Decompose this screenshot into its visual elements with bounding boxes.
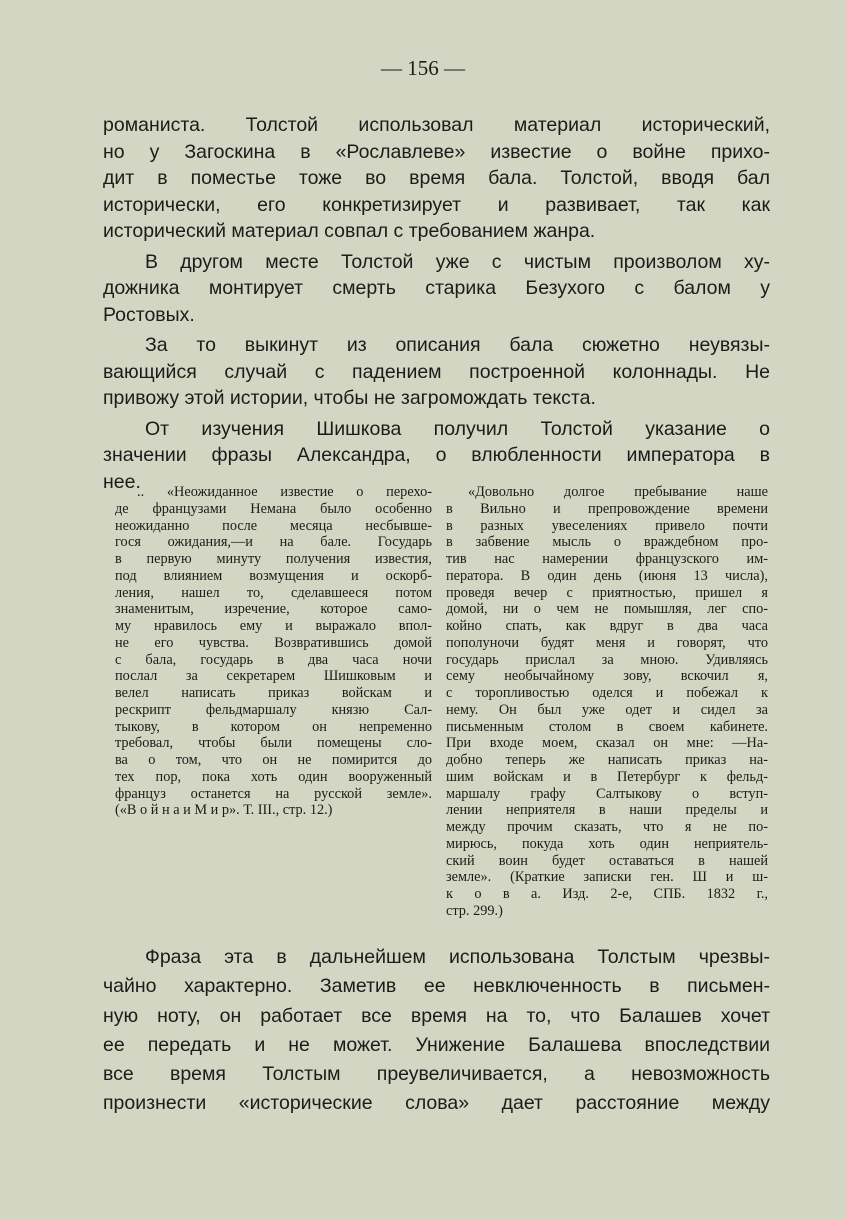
text-line: ления, нашел то, сделавшееся потом — [115, 584, 432, 601]
text-line: За то выкинут из описания бала сюжетно неувязы- — [145, 334, 770, 356]
text-line: к о в а. Изд. 2-е, СПБ. 1832 г., — [446, 886, 768, 902]
text-line: романиста. Толстой использовал материал исторический, — [103, 114, 770, 136]
page-number: — 156 — — [381, 56, 465, 80]
text-line: Ростовых. — [103, 303, 195, 326]
text-line: дожника монтирует смерть старика Безухого с балом у — [103, 277, 770, 299]
text-line: привожу этой истории, чтобы не загромождать текста. — [103, 387, 596, 409]
text-line: ную ноту, он работает все время на то, что Балашев хочет — [103, 1004, 770, 1027]
text-line: все время Толстым преувеличивается, а невозможность — [103, 1063, 770, 1086]
text-line: знаменитым, изречение, которое само- — [115, 601, 432, 618]
text-line: в первую минуту получения известия, — [115, 551, 432, 567]
text-line: При входе моем, сказал он мне: —На- — [446, 735, 768, 752]
text-line: де французами Немана было особенно — [115, 500, 432, 517]
text-line: маршалу графу Салтыкову о вступ- — [446, 785, 768, 802]
text-line: ператора. В один день (июня 13 числа), — [446, 567, 768, 584]
text-line: добно теперь же написать приказ на- — [446, 752, 768, 768]
body-text-bottom — [103, 943, 770, 1123]
text-line: ва о том, что он не помирится до — [115, 752, 432, 768]
paragraph — [115, 484, 432, 819]
quote-column-tolstoy — [115, 484, 432, 819]
text-line: велел написать приказ войскам и — [115, 685, 432, 701]
text-line: лении неприятеля в наши пределы и — [446, 802, 768, 819]
paragraph — [103, 332, 770, 412]
quote-column-shishkov — [446, 484, 768, 920]
paragraph — [446, 484, 768, 920]
text-line: пополуночи будят меня и говорят, что — [446, 634, 768, 651]
text-line: му нравилось ему и выражало впол- — [115, 618, 432, 634]
text-line: письменным столом в своем кабинете. — [446, 718, 768, 735]
text-line: француз останется на русской земле». — [115, 785, 432, 802]
text-line: койно спать, как вдруг в два часа — [446, 618, 768, 634]
text-line: требовал, чтобы были помещены сло- — [115, 735, 432, 752]
text-line: земле». (Краткие записки ген. Ш и ш- — [446, 869, 768, 886]
text-line: государь прислал за мною. Удивляясь — [446, 651, 768, 668]
text-line: в забвение мысль о враждебном про- — [446, 534, 768, 551]
text-line: чайно характерно. Заметив ее невключенность в письмен- — [103, 975, 770, 998]
paragraph — [103, 943, 770, 1119]
text-line: нее. — [103, 470, 141, 493]
text-line: неожиданно после месяца несбывше- — [115, 517, 432, 534]
text-line: в разных увеселениях привело почти — [446, 517, 768, 534]
text-line: с бала, государь в два часа ночи — [115, 651, 432, 668]
text-line: рескрипт фельдмаршалу князю Сал- — [115, 701, 432, 718]
text-line: дит в поместье тоже во время бала. Толстой, вводя бал — [103, 167, 770, 189]
text-line: В другом месте Толстой уже с чистым произволом ху- — [145, 250, 770, 273]
text-line: .. «Неожиданное известие о перехо- — [137, 484, 432, 500]
text-line: Фраза эта в дальнейшем использована Толстым чрезвы- — [145, 946, 770, 968]
text-line: значении фразы Александра, о влюбленности императора в — [103, 444, 770, 466]
text-line: тыкову, в котором он непременно — [115, 718, 432, 735]
text-line: мирюсь, покуда хоть один неприятель- — [446, 835, 768, 852]
text-line: но у Загоскина в «Рославлеве» известие о войне прихо- — [103, 140, 770, 163]
body-text-top — [103, 112, 770, 499]
text-line: нему. Он был уже одет и сидел за — [446, 701, 768, 718]
text-line: («В о й н а и М и р». Т. III., стр. 12.) — [115, 802, 333, 819]
text-line: стр. 299.) — [446, 902, 503, 919]
text-line: «Довольно долгое пребывание наше — [468, 484, 768, 500]
paragraph — [103, 249, 770, 329]
text-line: с торопливостью оделся и побежал к — [446, 685, 768, 701]
text-line: тив нас намерении французского им- — [446, 551, 768, 567]
text-line: в Вильно и препровождение времени — [446, 500, 768, 517]
text-line: ский воин будет оставаться в нашей — [446, 852, 768, 869]
text-line: шим войскам и в Петербург к фельд- — [446, 768, 768, 785]
text-line: под влиянием возмущения и оскорб- — [115, 567, 432, 584]
text-line: сему необычайному зову, вскочил я, — [446, 668, 768, 685]
text-line: произнести «исторические слова» дает расстояние между — [103, 1092, 770, 1115]
text-line: не его чувства. Возвратившись домой — [115, 634, 432, 651]
text-line: тех пор, пока хоть один вооруженный — [115, 768, 432, 785]
text-line: между прочим сказать, что я не по- — [446, 819, 768, 835]
text-line: послал за секретарем Шишковым и — [115, 668, 432, 685]
text-line: исторически, его конкретизирует и развивает, так как — [103, 193, 770, 216]
text-line: гося ожидания,—и на бале. Государь — [115, 534, 432, 551]
text-line: исторический материал совпал с требованием жанра. — [103, 220, 596, 242]
text-line: вающийся случай с падением построенной колоннады. Не — [103, 360, 770, 383]
text-line: проведя вечер с приятностью, пришел я — [446, 584, 768, 601]
paragraph — [103, 112, 770, 245]
text-line: домой, ни о чем не помышляя, лег спо- — [446, 601, 768, 618]
text-line: От изучения Шишкова получил Толстой указание о — [145, 417, 770, 440]
text-line: ее передать и не может. Унижение Балашева впоследствии — [103, 1033, 770, 1056]
